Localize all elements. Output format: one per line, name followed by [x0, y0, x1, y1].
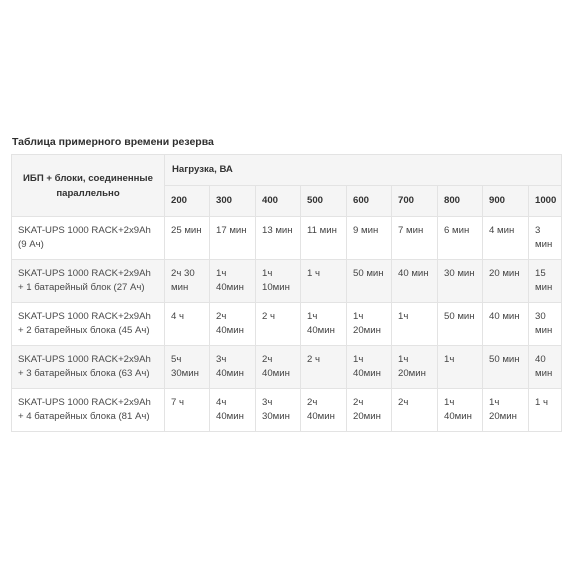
- table-cell: 1ч 10мин: [256, 260, 301, 303]
- header-load-300: 300: [210, 186, 256, 217]
- table-cell: 1ч: [438, 346, 483, 389]
- header-row-group: [12, 155, 562, 186]
- table-row: [12, 260, 562, 303]
- header-load-800: 800: [438, 186, 483, 217]
- table-cell: 50 мин: [347, 260, 392, 303]
- row-model-cell: SKAT-UPS 1000 RACK+2x9Ah + 3 батарейных блока (63 Ач): [12, 346, 165, 389]
- table-cell: 5ч 30мин: [165, 346, 210, 389]
- header-load-200: 200: [165, 186, 210, 217]
- row-model-cell: SKAT-UPS 1000 RACK+2x9Ah (9 Ач): [12, 217, 165, 260]
- table-cell: 6 мин: [438, 217, 483, 260]
- table-row: [12, 389, 562, 432]
- table-cell: 40 мин: [529, 346, 562, 389]
- table-cell: 30 мин: [438, 260, 483, 303]
- row-model-cell: SKAT-UPS 1000 RACK+2x9Ah + 1 батарейный блок (27 Ач): [12, 260, 165, 303]
- table-cell: 30 мин: [529, 303, 562, 346]
- header-load-group: Нагрузка, ВА: [165, 155, 562, 186]
- table-cell: 50 мин: [438, 303, 483, 346]
- table-cell: 1ч 40мин: [347, 346, 392, 389]
- table-cell: 17 мин: [210, 217, 256, 260]
- table-row: [12, 217, 562, 260]
- table-cell: 1ч: [392, 303, 438, 346]
- table-cell: 9 мин: [347, 217, 392, 260]
- header-load-500: 500: [301, 186, 347, 217]
- table-cell: 2ч 40мин: [301, 389, 347, 432]
- table-cell: 2ч 30 мин: [165, 260, 210, 303]
- table-cell: 3ч 30мин: [256, 389, 301, 432]
- table-cell: 7 мин: [392, 217, 438, 260]
- table-cell: 4 мин: [483, 217, 529, 260]
- table-cell: 1ч 40мин: [301, 303, 347, 346]
- table-row: [12, 346, 562, 389]
- header-load-400: 400: [256, 186, 301, 217]
- table-cell: 20 мин: [483, 260, 529, 303]
- table-cell: 2ч 40мин: [256, 346, 301, 389]
- row-model-cell: SKAT-UPS 1000 RACK+2x9Ah + 2 батарейных блока (45 Ач): [12, 303, 165, 346]
- table-row: [12, 303, 562, 346]
- header-ups-config: ИБП + блоки, соединенные параллельно: [12, 155, 165, 217]
- table-cell: 1ч 40мин: [210, 260, 256, 303]
- table-cell: 4 ч: [165, 303, 210, 346]
- table-cell: 2 ч: [256, 303, 301, 346]
- table-cell: 2 ч: [301, 346, 347, 389]
- table-cell: 1ч 20мин: [392, 346, 438, 389]
- header-load-1000: 1000: [529, 186, 562, 217]
- table-cell: 1ч 20мин: [483, 389, 529, 432]
- header-load-900: 900: [483, 186, 529, 217]
- table-cell: 2ч: [392, 389, 438, 432]
- table-cell: 3ч 40мин: [210, 346, 256, 389]
- table-cell: 3 мин: [529, 217, 562, 260]
- table-cell: 1 ч: [529, 389, 562, 432]
- table-cell: 4ч 40мин: [210, 389, 256, 432]
- table-cell: 13 мин: [256, 217, 301, 260]
- table-cell: 50 мин: [483, 346, 529, 389]
- table-cell: 1ч 20мин: [347, 303, 392, 346]
- table-cell: 11 мин: [301, 217, 347, 260]
- table-cell: 2ч 40мин: [210, 303, 256, 346]
- table-cell: 25 мин: [165, 217, 210, 260]
- table-cell: 40 мин: [392, 260, 438, 303]
- table-cell: 1ч 40мин: [438, 389, 483, 432]
- table-cell: 7 ч: [165, 389, 210, 432]
- table-cell: 1 ч: [301, 260, 347, 303]
- row-model-cell: SKAT-UPS 1000 RACK+2x9Ah + 4 батарейных блока (81 Ач): [12, 389, 165, 432]
- reserve-time-table: [11, 154, 562, 432]
- table-cell: 40 мин: [483, 303, 529, 346]
- table-caption: Таблица примерного времени резерва: [12, 136, 214, 148]
- table-cell: 15 мин: [529, 260, 562, 303]
- header-load-600: 600: [347, 186, 392, 217]
- table-cell: 2ч 20мин: [347, 389, 392, 432]
- header-load-700: 700: [392, 186, 438, 217]
